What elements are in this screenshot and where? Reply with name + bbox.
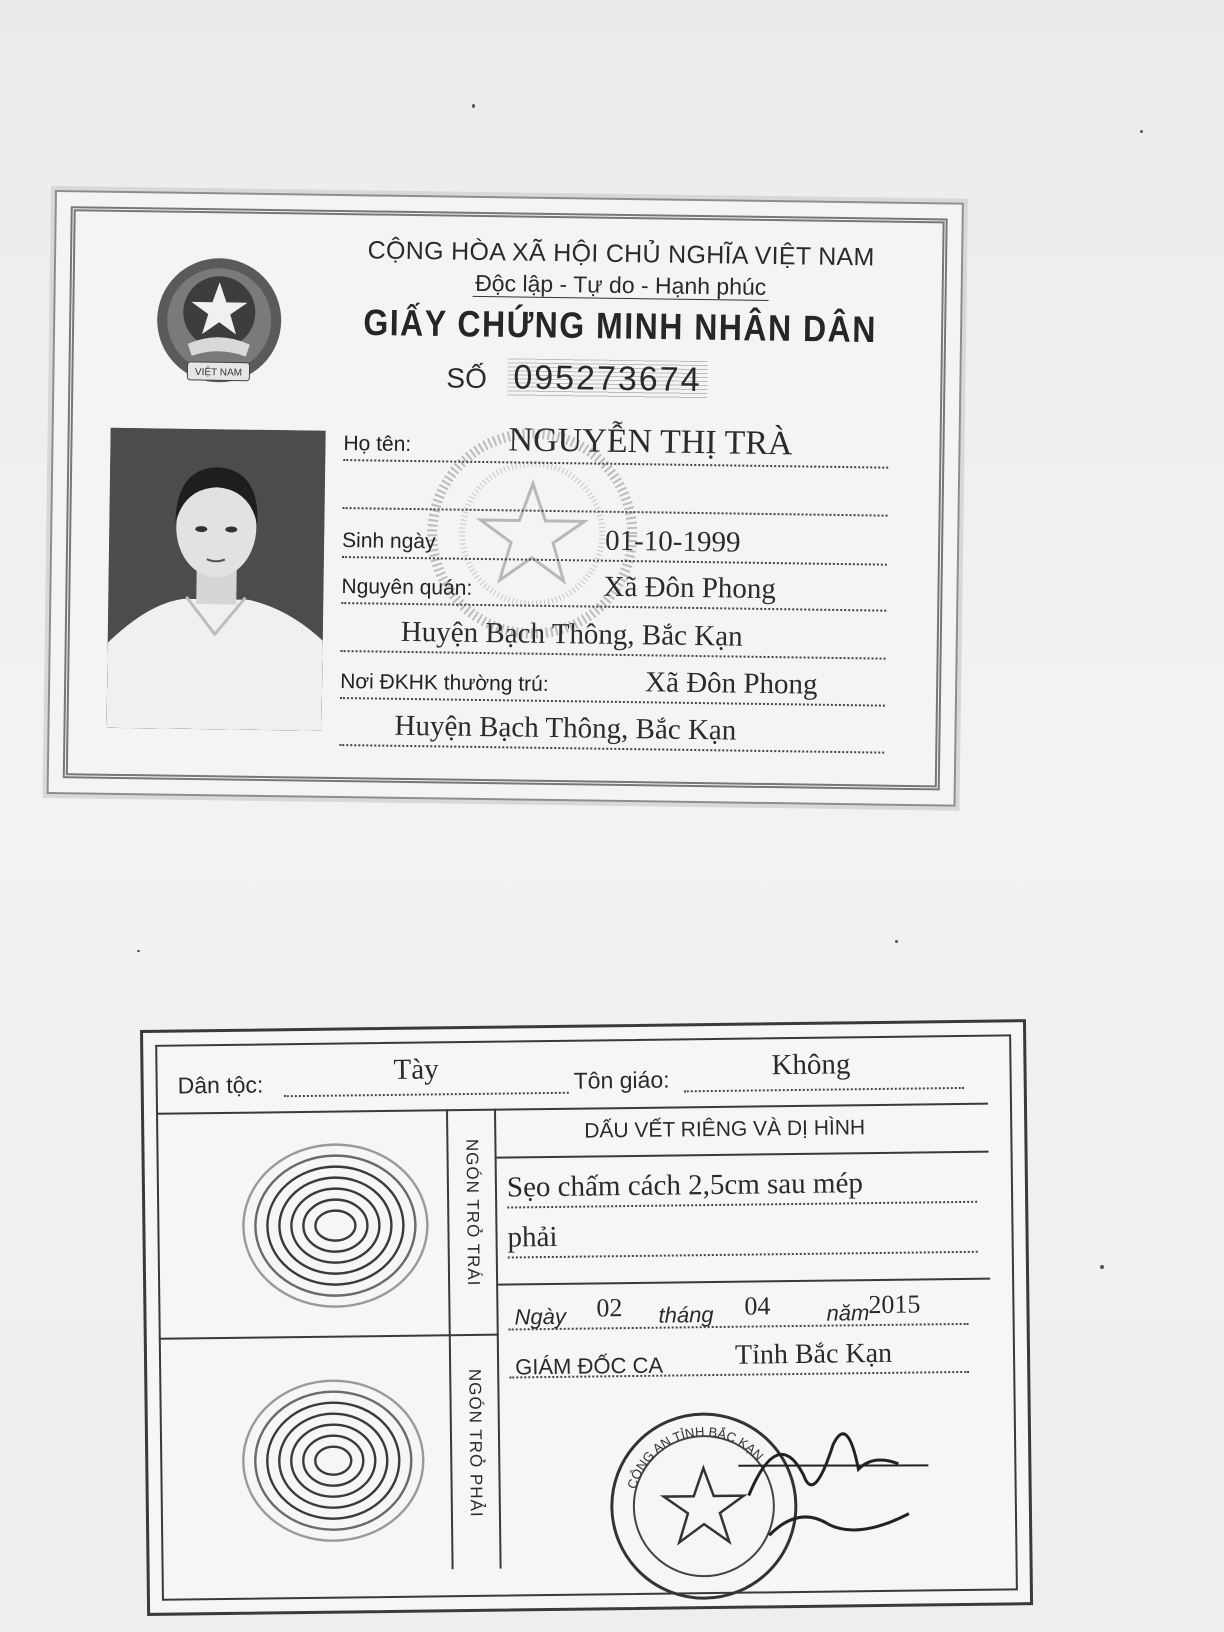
name-field-continuation <box>343 469 889 517</box>
id-number-value: 095273674 <box>507 358 708 399</box>
left-index-finger-label: NGÓN TRỎ TRÁI <box>462 1138 484 1287</box>
director-label: GIÁM ĐỐC CA <box>514 1352 664 1380</box>
right-index-finger-label: NGÓN TRỎ PHẢI <box>465 1368 486 1518</box>
residence-line1: Xã Đôn Phong <box>644 666 818 701</box>
issuing-province: Tỉnh Bắc Kạn <box>734 1337 893 1371</box>
republic-heading: CỘNG HÒA XÃ HỘI CHỦ NGHĨA VIỆT NAM <box>367 236 875 272</box>
motto-text: Độc lập - Tự do - Hạnh phúc <box>473 270 768 301</box>
emblem-label: VIỆT NAM <box>194 366 243 379</box>
id-number-label: SỐ <box>446 362 488 395</box>
residence-field-line2 <box>339 706 885 754</box>
month-label: tháng <box>658 1302 714 1328</box>
origin-field-line2 <box>341 612 887 660</box>
document-title: GIẤY CHỨNG MINH NHÂN DÂN <box>363 301 878 351</box>
issue-year: 2015 <box>868 1289 921 1320</box>
marks-header: DẤU VẾT RIÊNG VÀ DỊ HÌNH <box>584 1116 866 1143</box>
ethnicity-label: Dân tộc: <box>177 1071 264 1099</box>
scan-speck <box>895 940 898 943</box>
name-value: NGUYỄN THỊ TRÀ <box>508 421 793 463</box>
year-label: năm <box>826 1300 870 1326</box>
id-number-row <box>446 357 708 400</box>
residence-field <box>340 659 886 707</box>
stamp-text: CÔNG AN TỈNH BẮC KẠN <box>624 1424 767 1491</box>
right-fingerprint-icon <box>187 1349 440 1562</box>
marks-line1: Sẹo chấm cách 2,5cm sau mép <box>506 1167 864 1204</box>
dob-label: Sinh ngày <box>341 529 436 554</box>
religion-label: Tôn giáo: <box>573 1066 670 1094</box>
id-card-front <box>47 190 964 807</box>
scan-speck <box>1140 130 1143 133</box>
origin-line1: Xã Đôn Phong <box>603 570 777 606</box>
national-emblem-icon <box>147 251 291 395</box>
residence-line2: Huyện Bạch Thông, Bắc Kạn <box>394 709 737 747</box>
dob-field <box>342 518 888 566</box>
name-field <box>343 421 889 469</box>
id-card-back <box>140 1019 1033 1616</box>
origin-line2: Huyện Bạch Thông, Bắc Kạn <box>400 615 743 653</box>
name-label: Họ tên: <box>343 432 412 456</box>
portrait-photo <box>106 428 325 731</box>
scan-speck <box>1100 1265 1104 1269</box>
director-signature <box>707 1383 949 1556</box>
residence-label: Nơi ĐKHK thường trú: <box>340 670 549 696</box>
issue-month: 04 <box>744 1291 771 1321</box>
left-fingerprint-icon <box>184 1124 436 1327</box>
day-label: Ngày <box>514 1303 567 1330</box>
marks-line2-dots <box>507 1213 977 1259</box>
scan-speck <box>472 104 475 108</box>
scan-speck <box>137 950 140 952</box>
issue-day: 02 <box>596 1293 623 1323</box>
religion-value: Không <box>771 1048 851 1082</box>
origin-field <box>341 564 887 612</box>
dob-value: 01-10-1999 <box>604 524 741 559</box>
ethnicity-value: Tày <box>393 1053 439 1086</box>
marks-line2: phải <box>507 1220 558 1254</box>
origin-label: Nguyên quán: <box>341 575 473 600</box>
